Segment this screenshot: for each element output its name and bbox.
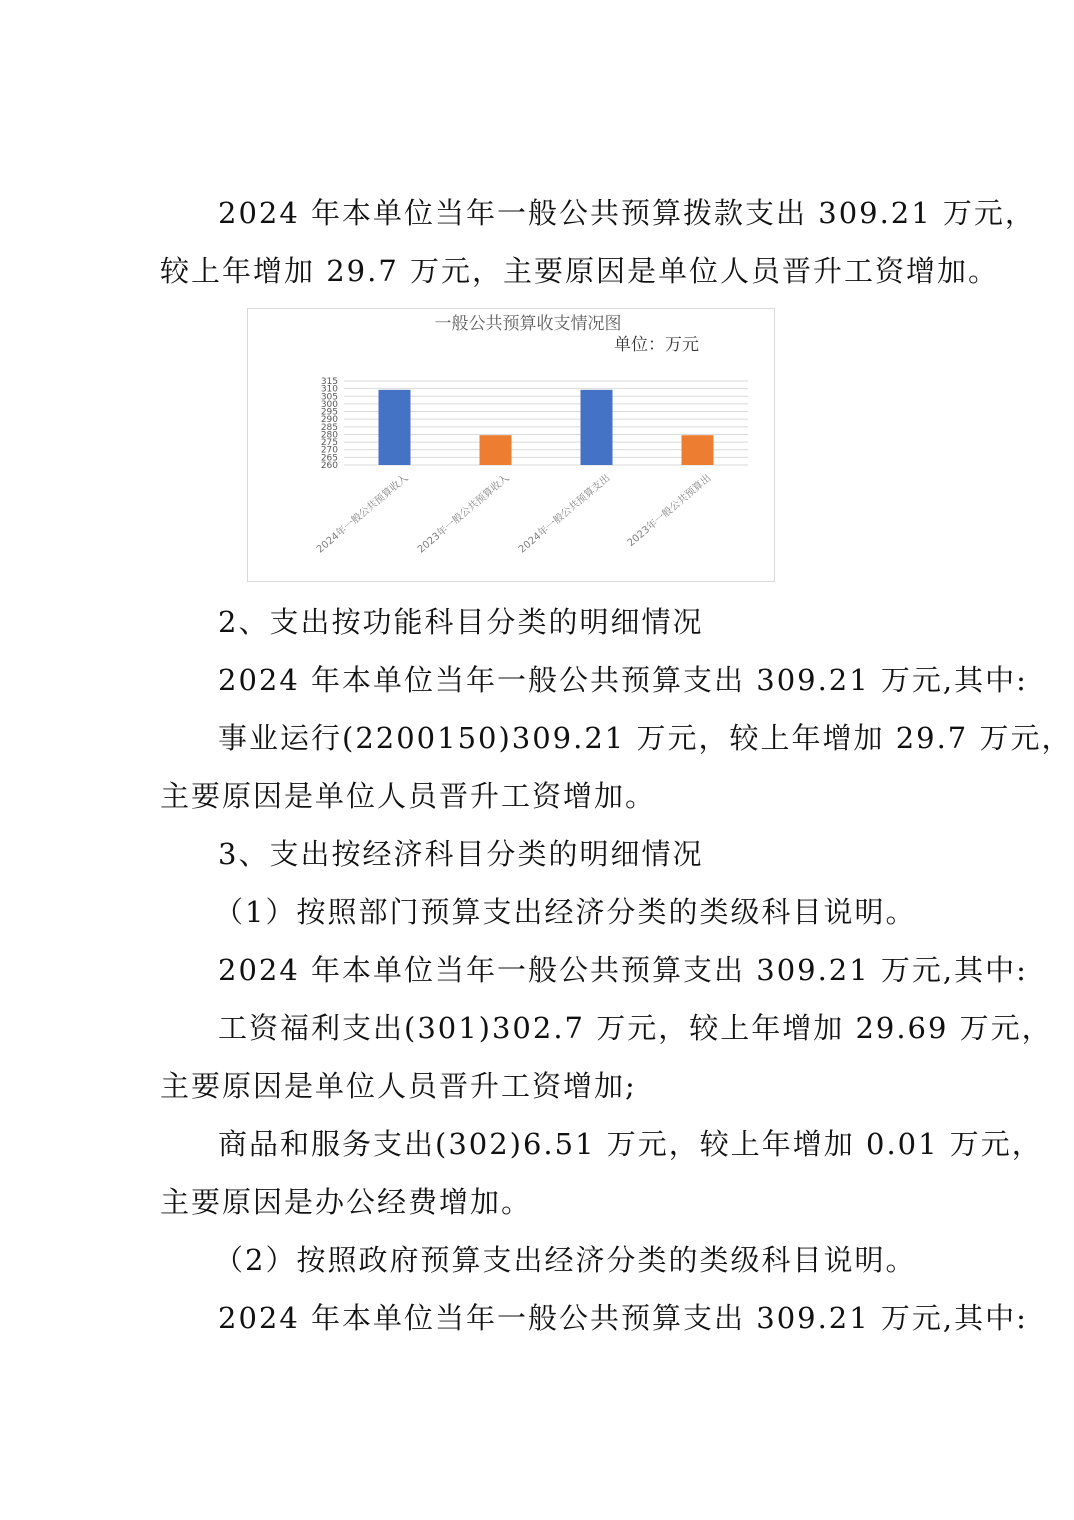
- bar: [581, 390, 613, 465]
- y-tick-label: 270: [320, 445, 338, 456]
- paragraph-line: 较上年增加 29.7 万元，主要原因是单位人员晋升工资增加。: [160, 254, 1000, 288]
- budget-bar-chart: [247, 308, 775, 582]
- y-tick-label: 290: [320, 415, 338, 426]
- paragraph-line: 主要原因是办公经费增加。: [160, 1185, 533, 1219]
- y-tick-label: 260: [320, 461, 338, 471]
- y-tick-label: 265: [320, 453, 338, 464]
- y-tick-label: 280: [320, 430, 338, 441]
- y-tick-label: 305: [320, 392, 338, 403]
- paragraph-line: 2024 年本单位当年一般公共预算支出 309.21 万元,其中:: [218, 1301, 1028, 1335]
- y-tick-label: 285: [320, 422, 338, 433]
- y-tick-label: 295: [320, 407, 338, 418]
- x-category-label: 2024年一般公共预算支出: [516, 472, 613, 556]
- subsection-heading: （1）按照部门预算支出经济分类的类级科目说明。: [214, 895, 917, 929]
- paragraph-line: 商品和服务支出(302)6.51 万元，较上年增加 0.01 万元，: [218, 1127, 1043, 1161]
- paragraph-line: 事业运行(2200150)309.21 万元，较上年增加 29.7 万元，: [218, 721, 1073, 755]
- y-tick-label: 310: [320, 384, 338, 395]
- bar: [480, 435, 512, 465]
- bar: [379, 390, 411, 465]
- paragraph-line: 主要原因是单位人员晋升工资增加;: [160, 1069, 637, 1103]
- paragraph-line: 2024 年本单位当年一般公共预算支出 309.21 万元,其中:: [218, 663, 1028, 697]
- chart-title: 一般公共预算收支情况图: [434, 314, 622, 334]
- x-category-label: 2023年一般公共预算出: [625, 472, 714, 550]
- x-category-label: 2023年一般公共预算收入: [415, 472, 512, 556]
- section-heading: 3、支出按经济科目分类的明细情况: [218, 837, 704, 871]
- subsection-heading: （2）按照政府预算支出经济分类的类级科目说明。: [214, 1243, 917, 1277]
- paragraph-line: 工资福利支出(301)302.7 万元，较上年增加 29.69 万元，: [218, 1011, 1053, 1045]
- paragraph-line: 2024 年本单位当年一般公共预算拨款支出 309.21 万元，: [218, 196, 1036, 230]
- x-category-label: 2024年一般公共预算收入: [314, 472, 411, 556]
- bar: [682, 435, 714, 465]
- chart-canvas: [248, 309, 774, 581]
- y-tick-label: 275: [320, 438, 338, 449]
- y-tick-label: 300: [320, 399, 338, 410]
- chart-unit: 单位：万元: [614, 335, 699, 355]
- paragraph-line: 主要原因是单位人员晋升工资增加。: [160, 779, 657, 813]
- section-heading: 2、支出按功能科目分类的明细情况: [218, 605, 704, 639]
- y-tick-label: 315: [320, 377, 338, 387]
- paragraph-line: 2024 年本单位当年一般公共预算支出 309.21 万元,其中:: [218, 953, 1028, 987]
